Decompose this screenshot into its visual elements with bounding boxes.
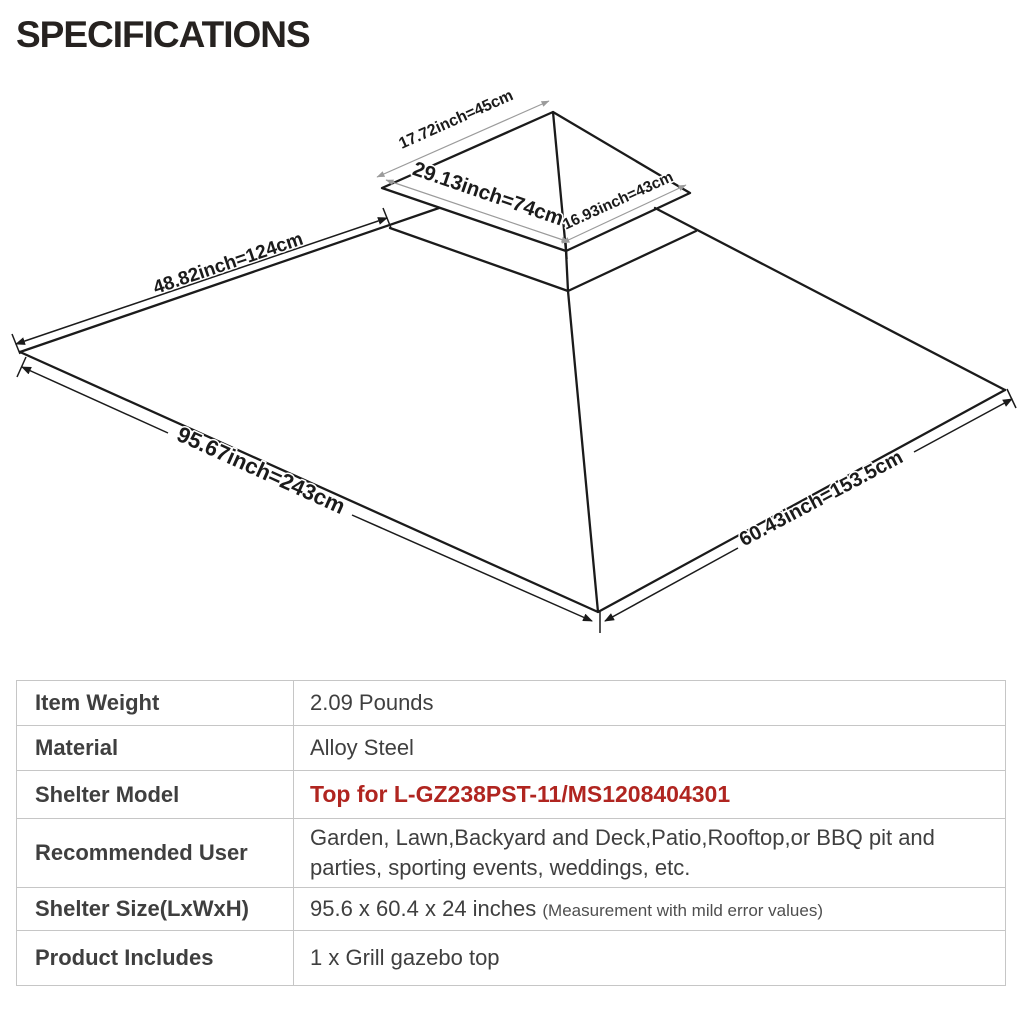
spec-label: Material	[17, 726, 294, 771]
spec-value	[294, 888, 1006, 931]
spec-value: 2.09 Pounds	[294, 681, 1006, 726]
dim-canopy-left-edge: 95.67inch=243cm	[173, 421, 350, 519]
spec-label: Product Includes	[17, 931, 294, 986]
table-row	[17, 819, 1006, 888]
spec-label: Shelter Size(LxWxH)	[17, 888, 294, 931]
dim-top-tier-right-edge: 16.93inch=43cm	[560, 168, 676, 234]
canopy-outline	[20, 112, 1005, 612]
spec-label: Shelter Model	[17, 771, 294, 819]
dim-vent-left-edge: 48.82inch=124cm	[150, 228, 306, 299]
spec-table	[16, 680, 1006, 986]
dim-top-tier-left-edge: 29.13inch=74cm	[409, 157, 567, 231]
page-title: SPECIFICATIONS	[16, 14, 310, 55]
spec-value	[294, 771, 1006, 819]
dimension-labels	[151, 87, 907, 551]
spec-value: 1 x Grill gazebo top	[294, 931, 1006, 986]
table-row	[17, 931, 1006, 986]
spec-label: Recommended User	[17, 819, 294, 888]
dim-canopy-right-edge: 60.43inch=153.5cm	[735, 446, 907, 552]
shelter-size-note: (Measurement with mild error values)	[542, 901, 823, 920]
dim-top-tier-top-edge: 17.72inch=45cm	[396, 87, 516, 153]
shelter-model-value: Top for L-GZ238PST-11/MS1208404301	[310, 781, 731, 807]
spec-value	[294, 819, 1006, 888]
spec-value: Alloy Steel	[294, 726, 1006, 771]
table-row	[17, 726, 1006, 771]
table-row	[17, 888, 1006, 931]
table-row	[17, 771, 1006, 819]
shelter-size-value: 95.6 x 60.4 x 24 inches	[310, 896, 537, 921]
recommended-user-value: Garden, Lawn,Backyard and Deck,Patio,Rooftop,or BBQ pit and parties, sporting events, weddings, etc.	[310, 825, 935, 880]
spec-label: Item Weight	[17, 681, 294, 726]
table-row	[17, 681, 1006, 726]
